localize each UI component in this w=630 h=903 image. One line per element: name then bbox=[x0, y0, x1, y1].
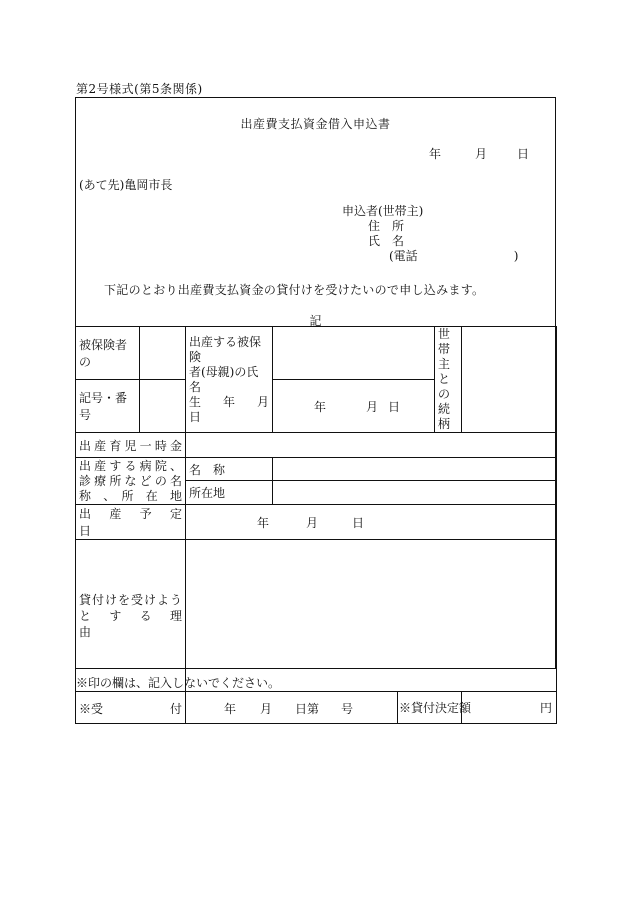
due-year: 年 bbox=[257, 516, 270, 530]
birth-year: 年 bbox=[314, 400, 327, 414]
footnote: ※印の欄は、記入しないでください。 bbox=[76, 676, 281, 690]
relationship-input[interactable] bbox=[462, 327, 557, 433]
household-label-cell bbox=[435, 327, 462, 433]
hospital-label-3: 称 、 所 在 地 bbox=[79, 488, 182, 503]
insured-number-top-input[interactable] bbox=[140, 327, 186, 380]
hospital-location-input[interactable] bbox=[273, 481, 557, 505]
insured-label-bottom-cell bbox=[76, 380, 140, 433]
lump-sum-label: 出産育児一時金 bbox=[76, 433, 186, 458]
ki-heading: 記 bbox=[309, 314, 322, 328]
hospital-location-label: 所在地 bbox=[189, 486, 226, 500]
date-year: 年 bbox=[428, 147, 441, 161]
date-month: 月 bbox=[474, 147, 487, 161]
application-date bbox=[429, 145, 529, 162]
yen-label: 円 bbox=[540, 701, 553, 715]
mother-label-3: 生 年 月 日 bbox=[189, 394, 282, 424]
phone-close: ) bbox=[513, 249, 519, 263]
recv-month: 月 bbox=[260, 701, 273, 716]
received-mark: ※受 bbox=[79, 701, 104, 716]
decided-amount-cell bbox=[462, 692, 557, 724]
decided-label-cell bbox=[398, 692, 472, 724]
mother-name-input[interactable] bbox=[273, 327, 435, 380]
date-day: 日 bbox=[516, 147, 529, 161]
birth-month: 月 bbox=[366, 400, 379, 414]
applicant-heading: 申込者(世帯主) bbox=[342, 204, 424, 218]
reason-label-1: 貸付けを受けよう bbox=[79, 592, 182, 607]
mother-birthdate-input[interactable] bbox=[273, 380, 435, 433]
insured-label-bottom: 記号・番号 bbox=[79, 391, 128, 422]
lump-sum-input[interactable] bbox=[186, 433, 557, 458]
due-month: 月 bbox=[306, 516, 319, 530]
decided-label: ※貸付決定額 bbox=[399, 701, 472, 715]
hospital-name-input[interactable] bbox=[273, 458, 557, 481]
mother-label-cell bbox=[186, 327, 282, 433]
received-suffix: 付 bbox=[169, 701, 182, 716]
household-label-1: 世帯主 bbox=[438, 327, 451, 371]
insured-label-top: 被保険者の bbox=[79, 338, 128, 369]
details-table bbox=[75, 326, 557, 724]
reason-label-cell bbox=[76, 540, 195, 692]
received-date-cell bbox=[186, 692, 398, 724]
hospital-name-label-cell bbox=[186, 458, 273, 481]
applicant-name-label: 氏 名 bbox=[368, 234, 405, 248]
mother-label-2: 者(母親)の氏名 bbox=[189, 364, 259, 394]
birth-day: 日 bbox=[388, 400, 401, 414]
form-title: 出産費支払資金借入申込書 bbox=[240, 117, 391, 131]
due-date-input[interactable] bbox=[186, 505, 557, 540]
reason-input[interactable] bbox=[186, 540, 557, 692]
hospital-name-label: 名 称 bbox=[189, 462, 226, 477]
hospital-label-2: 診療所などの名 bbox=[79, 473, 182, 488]
recv-number: 号 bbox=[341, 701, 354, 716]
intro-text: 下記のとおり出産費支払資金の貸付けを受けたいので申し込みます。 bbox=[104, 283, 485, 297]
recv-year: 年 bbox=[224, 701, 237, 716]
received-label-cell bbox=[76, 692, 186, 724]
mother-label-1: 出産する被保険 bbox=[189, 334, 262, 364]
due-date-label: 出 産 予 定 日 bbox=[76, 505, 186, 540]
recv-day: 日第 bbox=[295, 701, 320, 716]
hospital-label-cell bbox=[76, 458, 186, 505]
insured-label-top-cell bbox=[76, 327, 140, 380]
due-day: 日 bbox=[352, 516, 365, 530]
phone-open: (電話 bbox=[389, 249, 418, 263]
applicant-block bbox=[342, 204, 518, 264]
applicant-phone bbox=[342, 249, 518, 264]
household-label-2: と の bbox=[438, 372, 463, 401]
reason-label-2: と す る 理 由 bbox=[79, 608, 195, 639]
household-label-3: 続 柄 bbox=[438, 402, 463, 431]
hospital-location-label-cell bbox=[186, 481, 273, 505]
form-code: 第2号様式(第5条関係) bbox=[76, 82, 203, 96]
hospital-label-1: 出産する病院、 bbox=[79, 458, 182, 473]
applicant-address-label: 住 所 bbox=[368, 219, 405, 233]
addressee: (あて先)亀岡市長 bbox=[79, 178, 173, 192]
insured-number-input[interactable] bbox=[140, 380, 186, 433]
